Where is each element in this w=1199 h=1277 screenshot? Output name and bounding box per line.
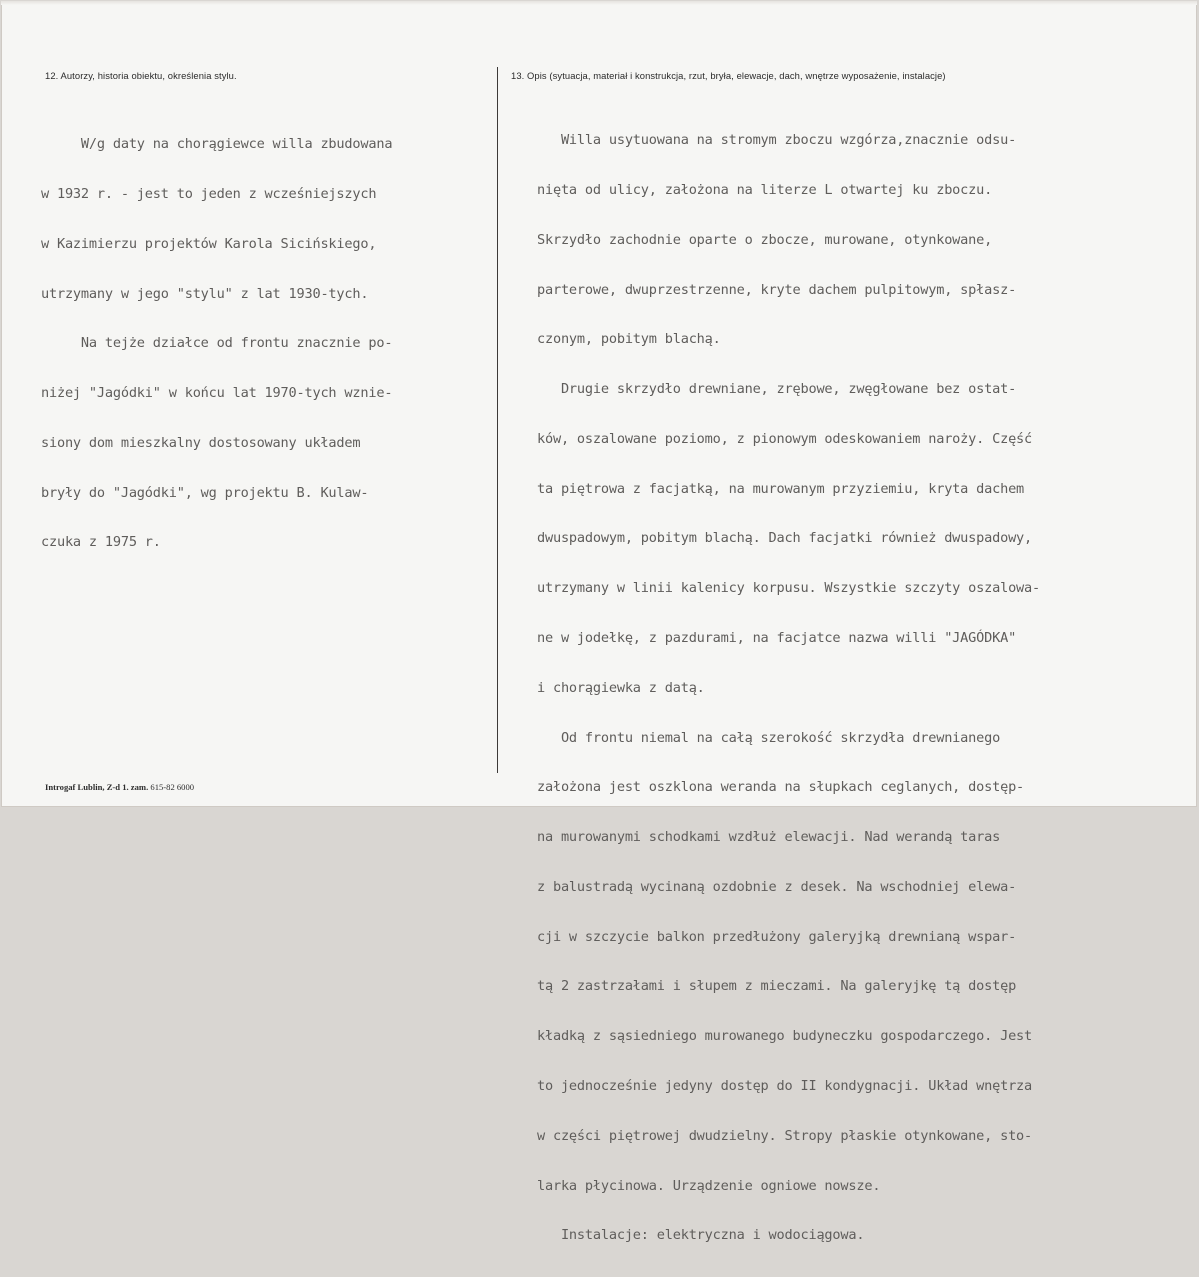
typed-line: bryły do "Jagódki", wg projektu B. Kulaw- xyxy=(41,484,369,501)
typed-line: Drugie skrzydło drewniane, zrębowe, zwęgłowane bez ostat- xyxy=(537,381,1017,398)
typed-line: W/g daty na chorągiewce willa zbudowana xyxy=(41,136,393,153)
typed-line: nięta od ulicy, założona na literze L otwartej ku zboczu. xyxy=(537,181,993,198)
typed-line: tą 2 zastrzałami i słupem z mieczami. Na galeryjkę tą dostęp xyxy=(537,978,1017,995)
typed-line: ne w jodełkę, z pazdurami, na facjatce nazwa willi "JAGÓDKA" xyxy=(537,630,1017,646)
section-12-heading: 12. Autorzy, historia obiektu, określenia stylu. xyxy=(45,70,237,81)
typed-line: utrzymany w linii kalenicy korpusu. Wszystkie szczyty oszalowa- xyxy=(537,580,1041,597)
typed-line: dwuspadowym, pobitym blachą. Dach facjatki również dwuspadowy, xyxy=(537,530,1033,547)
typed-line: utrzymany w jego "stylu" z lat 1930-tych. xyxy=(41,285,369,302)
typed-line: parterowe, dwuprzestrzenne, kryte dachem pulpitowym, spłasz- xyxy=(537,281,1017,298)
typed-line: cji w szczycie balkon przedłużony galeryjką drewnianą wspar- xyxy=(537,928,1017,945)
typed-line: Na tejże działce od frontu znacznie po- xyxy=(41,335,393,352)
typed-line: Od frontu niemal na całą szerokość skrzydła drewnianego xyxy=(537,729,1001,746)
typed-line: Instalacje: elektryczna i wodociągowa. xyxy=(537,1227,865,1244)
typed-line: czuka z 1975 r. xyxy=(41,534,161,551)
typed-line: i chorągiewka z datą. xyxy=(537,679,705,696)
description-typed-text xyxy=(537,99,1040,1277)
column-divider xyxy=(497,67,498,773)
typed-line: w części piętrowej dwudzielny. Stropy płaskie otynkowane, sto- xyxy=(537,1127,1033,1144)
typed-line: założona jest oszklona weranda na słupkach ceglanych, dostęp- xyxy=(537,779,1025,796)
typed-line: ta piętrowa z facjatką, na murowanym przyziemiu, kryta dachem xyxy=(537,480,1025,497)
typed-line: w 1932 r. - jest to jeden z wcześniejszych xyxy=(41,185,377,202)
typed-line: kładką z sąsiedniego murowanego budyneczku gospodarczego. Jest xyxy=(537,1028,1033,1045)
typed-line: to jednocześnie jedyny dostęp do II kondygnacji. Układ wnętrza xyxy=(537,1078,1033,1095)
typed-line: niżej "Jagódki" w końcu lat 1970-tych wznie- xyxy=(41,385,393,402)
typed-line: na murowanymi schodkami wzdłuż elewacji. Nad werandą taras xyxy=(537,829,1001,846)
print-order-code: 615-82 6000 xyxy=(150,782,195,792)
typed-line: z balustradą wycinaną ozdobnie z desek. Na wschodniej elewa- xyxy=(537,878,1017,895)
typed-line: w Kazimierzu projektów Karola Sicińskiego, xyxy=(41,235,377,252)
section-13-heading: 13. Opis (sytuacja, materiał i konstrukcja, rzut, bryła, elewacje, dach, wnętrze wyposażenie, instalacje) xyxy=(511,70,946,81)
typed-line: siony dom mieszkalny dostosowany układem xyxy=(41,434,361,451)
printer-name: Introgaf Lublin, Z-d 1. zam. xyxy=(45,782,149,792)
typed-line: larka płycinowa. Urządzenie ogniowe nowsze. xyxy=(537,1177,881,1194)
history-typed-text xyxy=(41,103,392,584)
inventory-card xyxy=(1,1,1197,1244)
typed-line: Skrzydło zachodnie oparte o zbocze, murowane, otynkowane, xyxy=(537,231,993,248)
typed-line: ków, oszalowane poziomo, z pionowym odeskowaniem naroży. Część xyxy=(537,430,1033,447)
card-top-edge xyxy=(1,1,1197,5)
printer-imprint xyxy=(45,782,194,792)
typed-line: czonym, pobitym blachą. xyxy=(537,331,721,348)
typed-line: Willa usytuowana na stromym zboczu wzgórza,znacznie odsu- xyxy=(537,132,1017,149)
